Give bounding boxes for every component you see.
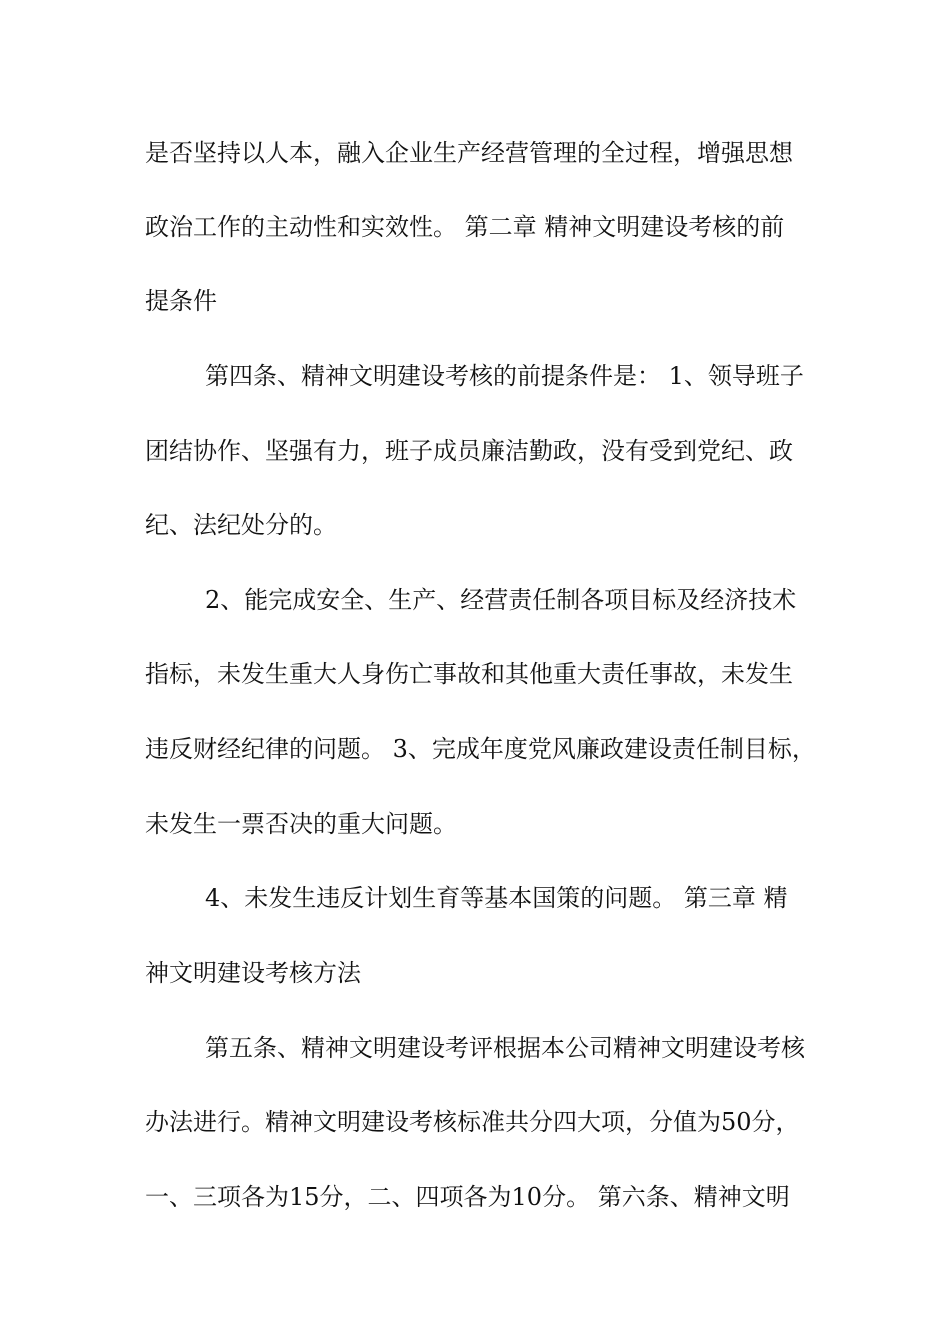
text-line-5: 团结协作、坚强有力，班子成员廉洁勤政，没有受到党纪、政 — [145, 437, 793, 465]
text-line-6: 纪、法纪处分的。 — [145, 511, 337, 539]
text-line-4: 第四条、精神文明建设考核的前提条件是： 1、领导班子 — [205, 362, 804, 390]
text-line-14: 办法进行。精神文明建设考核标准共分四大项，分值为50分， — [145, 1108, 800, 1136]
text-line-9: 违反财经纪律的问题。 3、完成年度党风廉政建设责任制目标， — [145, 735, 816, 763]
text-line-7: 2、能完成安全、生产、经营责任制各项目标及经济技术 — [205, 586, 797, 614]
text-line-15: 一、三项各为15分，二、四项各为10分。 第六条、精神文明 — [145, 1183, 790, 1211]
text-line-12: 神文明建设考核方法 — [145, 959, 361, 987]
text-line-8: 指标，未发生重大人身伤亡事故和其他重大责任事故，未发生 — [145, 660, 793, 688]
text-line-10: 未发生一票否决的重大问题。 — [145, 810, 457, 838]
text-line-1: 是否坚持以人本，融入企业生产经营管理的全过程，增强思想 — [145, 139, 793, 167]
text-line-2: 政治工作的主动性和实效性。 第二章 精神文明建设考核的前 — [145, 213, 785, 241]
text-line-11: 4、未发生违反计划生育等基本国策的问题。 第三章 精 — [205, 884, 788, 912]
text-line-3: 提条件 — [145, 287, 217, 315]
text-line-13: 第五条、精神文明建设考评根据本公司精神文明建设考核 — [205, 1034, 805, 1062]
